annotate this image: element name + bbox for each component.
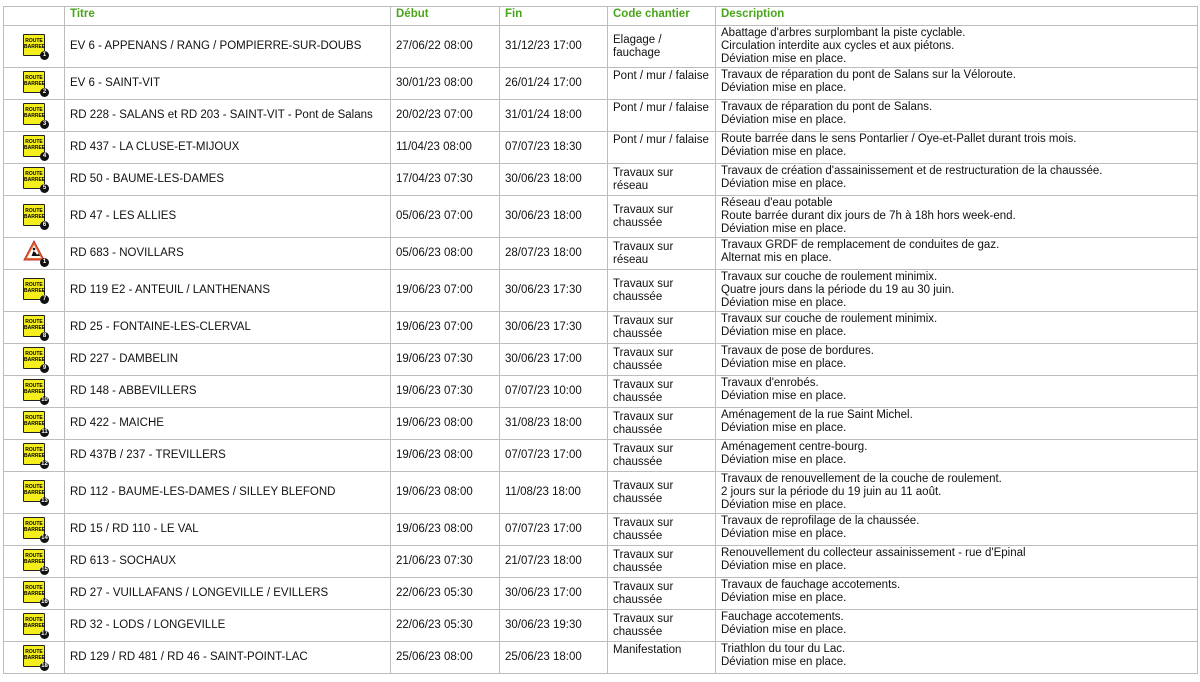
description-line: Travaux de réparation du pont de Salans sur la Véloroute. (721, 69, 1016, 81)
row-icon-cell (4, 376, 65, 408)
table-row[interactable] (4, 270, 1198, 312)
sign-text-route: ROUTE (25, 281, 43, 288)
cell-description (716, 344, 1198, 376)
sign-text-route: ROUTE (25, 350, 43, 357)
cell-debut: 21/06/23 07:30 (391, 546, 500, 578)
cell-debut: 19/06/23 08:00 (391, 514, 500, 546)
sign-text-route: ROUTE (25, 616, 43, 623)
road-closed-sign-icon[interactable] (23, 580, 48, 605)
code-chantier-line: chaussée (613, 423, 663, 436)
table-row[interactable] (4, 546, 1198, 578)
description-line: Travaux sur couche de roulement minimix. (721, 271, 938, 283)
column-header-code-chantier[interactable]: Code chantier (608, 7, 716, 26)
cell-fin: 30/06/23 17:00 (500, 344, 608, 376)
table-body (4, 26, 1198, 674)
row-icon-cell (4, 196, 65, 238)
code-chantier-line: réseau (613, 179, 649, 192)
description-line: Déviation mise en place. (721, 592, 847, 604)
cell-code-chantier (608, 196, 716, 238)
code-chantier-line: chaussée (613, 625, 663, 638)
code-chantier-line: chaussée (613, 492, 663, 505)
cell-titre: RD 437B / 237 - TREVILLERS (65, 440, 391, 472)
table-row[interactable] (4, 440, 1198, 472)
sign-number-badge: 11 (41, 428, 48, 435)
description-line: Aménagement centre-bourg. (721, 441, 868, 453)
cell-code-chantier (608, 546, 716, 578)
description-line: Quatre jours dans la période du 19 au 30 juin. (721, 284, 955, 296)
road-closed-sign-icon[interactable] (23, 410, 48, 435)
sign-number-badge: 17 (41, 630, 48, 637)
table-header-row (4, 7, 1198, 26)
description-line: Déviation mise en place. (721, 82, 847, 94)
row-icon-cell (4, 472, 65, 514)
sign-number-badge: 2 (40, 88, 49, 97)
description-line: Aménagement de la rue Saint Michel. (721, 409, 913, 421)
sign-text-barree: BARREE (24, 590, 46, 597)
cell-debut: 20/02/23 07:00 (391, 100, 500, 132)
cell-fin: 07/07/23 17:00 (500, 514, 608, 546)
description-line: Travaux de pose de bordures. (721, 345, 874, 357)
description-line: Déviation mise en place. (721, 624, 847, 636)
cell-fin: 30/06/23 17:30 (500, 312, 608, 344)
code-chantier-line: Travaux sur (613, 548, 674, 561)
code-chantier-line: chaussée (613, 391, 663, 404)
description-line: Déviation mise en place. (721, 326, 847, 338)
sign-text-route: ROUTE (25, 382, 43, 389)
sign-number-badge: 5 (40, 184, 49, 193)
row-icon-cell (4, 238, 65, 270)
cell-titre: RD 422 - MAICHE (65, 408, 391, 440)
road-closed-sign-icon[interactable] (23, 378, 48, 403)
sign-number-badge: 12 (41, 460, 48, 467)
column-header-fin[interactable]: Fin (500, 7, 608, 26)
road-closed-sign-icon[interactable] (23, 644, 48, 669)
column-header-debut[interactable]: Début (391, 7, 500, 26)
sign-text-barree: BARREE (24, 452, 46, 459)
cell-debut: 19/06/23 07:00 (391, 312, 500, 344)
road-closed-sign-icon[interactable] (23, 548, 48, 573)
road-closed-sign-icon[interactable] (23, 479, 48, 504)
description-line: Abattage d'arbres surplombant la piste cyclable. (721, 27, 966, 39)
description-line: Déviation mise en place. (721, 114, 847, 126)
code-chantier-line: Manifestation (613, 644, 682, 656)
sign-text-barree: BARREE (24, 324, 46, 331)
cell-code-chantier (608, 514, 716, 546)
table-row[interactable] (4, 196, 1198, 238)
cell-fin: 30/06/23 17:00 (500, 578, 608, 610)
cell-fin: 21/07/23 18:00 (500, 546, 608, 578)
cell-description (716, 100, 1198, 132)
cell-description (716, 578, 1198, 610)
code-chantier-line: Pont / mur / falaise (613, 102, 709, 114)
cell-debut: 19/06/23 08:00 (391, 440, 500, 472)
cell-debut: 25/06/23 08:00 (391, 642, 500, 674)
table-row[interactable] (4, 408, 1198, 440)
cell-code-chantier (608, 270, 716, 312)
cell-debut: 22/06/23 05:30 (391, 578, 500, 610)
cell-fin: 11/08/23 18:00 (500, 472, 608, 514)
table-row[interactable] (4, 642, 1198, 674)
code-chantier-line: chaussée (613, 327, 663, 340)
cell-code-chantier (608, 238, 716, 270)
cell-code-chantier (608, 642, 716, 674)
cell-code-chantier (608, 610, 716, 642)
cell-description (716, 270, 1198, 312)
sign-number-badge: 14 (41, 534, 48, 541)
cell-description (716, 408, 1198, 440)
description-line: Déviation mise en place. (721, 390, 847, 402)
row-icon-cell (4, 578, 65, 610)
cell-fin: 26/01/24 17:00 (500, 68, 608, 100)
cell-code-chantier (608, 408, 716, 440)
column-header-icon (4, 7, 65, 26)
sign-text-barree: BARREE (24, 388, 46, 395)
cell-code-chantier (608, 164, 716, 196)
sign-number-badge: 16 (41, 598, 48, 605)
table-row[interactable] (4, 100, 1198, 132)
cell-code-chantier (608, 312, 716, 344)
table-row[interactable] (4, 68, 1198, 100)
sign-text-route: ROUTE (25, 138, 43, 145)
column-header-description[interactable]: Description (716, 7, 1198, 26)
sign-number-badge: 18 (41, 662, 48, 669)
code-chantier-line: Elagage / (613, 33, 662, 46)
cell-description (716, 642, 1198, 674)
row-icon-cell (4, 514, 65, 546)
cell-titre: RD 47 - LES ALLIES (65, 196, 391, 238)
sign-number-badge: 4 (40, 152, 49, 161)
code-chantier-line: chaussée (613, 216, 663, 229)
description-line: Déviation mise en place. (721, 358, 847, 370)
sign-number-badge: 1 (40, 51, 49, 60)
code-chantier-line: chaussée (613, 455, 663, 468)
cell-titre: RD 148 - ABBEVILLERS (65, 376, 391, 408)
cell-fin: 30/06/23 17:30 (500, 270, 608, 312)
sign-number-badge: 8 (40, 332, 49, 341)
sign-text-barree: BARREE (24, 489, 46, 496)
cell-debut: 22/06/23 05:30 (391, 610, 500, 642)
sign-text-route: ROUTE (25, 106, 43, 113)
road-closed-sign-icon[interactable] (23, 70, 45, 94)
row-icon-cell (4, 100, 65, 132)
code-chantier-line: chaussée (613, 593, 663, 606)
cell-code-chantier (608, 440, 716, 472)
description-line: Route barrée durant dix jours de 7h à 18h hors week-end. (721, 210, 1016, 222)
code-chantier-line: chaussée (613, 359, 663, 372)
sign-text-route: ROUTE (25, 552, 43, 559)
sign-text-barree: BARREE (24, 43, 46, 50)
cell-titre: RD 228 - SALANS et RD 203 - SAINT-VIT - Pont de Salans (65, 100, 391, 132)
sign-text-route: ROUTE (25, 318, 43, 325)
cell-titre: EV 6 - APPENANS / RANG / POMPIERRE-SUR-DOUBS (65, 26, 391, 68)
description-line: Route barrée dans le sens Pontarlier / Oye-et-Pallet durant trois mois. (721, 133, 1077, 145)
cell-debut: 11/04/23 08:00 (391, 132, 500, 164)
row-icon-cell (4, 68, 65, 100)
cell-description (716, 132, 1198, 164)
cell-debut: 27/06/22 08:00 (391, 26, 500, 68)
cell-debut: 05/06/23 07:00 (391, 196, 500, 238)
row-icon-cell (4, 164, 65, 196)
cell-debut: 30/01/23 08:00 (391, 68, 500, 100)
table-row[interactable] (4, 578, 1198, 610)
cell-debut: 17/04/23 07:30 (391, 164, 500, 196)
cell-description (716, 440, 1198, 472)
description-line: Fauchage accotements. (721, 611, 844, 623)
sign-text-barree: BARREE (24, 213, 46, 220)
description-line: Travaux GRDF de remplacement de conduites de gaz. (721, 239, 1000, 251)
code-chantier-line: chaussée (613, 529, 663, 542)
cell-debut: 19/06/23 08:00 (391, 472, 500, 514)
row-icon-cell (4, 642, 65, 674)
description-line: Travaux de création d'assainissement et de restructuration de la chaussée. (721, 165, 1103, 177)
code-chantier-line: Travaux sur (613, 612, 674, 625)
cell-code-chantier (608, 68, 716, 100)
code-chantier-line: Travaux sur (613, 346, 674, 359)
table-row[interactable] (4, 132, 1198, 164)
sign-number-badge: 3 (40, 120, 49, 129)
cell-titre: RD 25 - FONTAINE-LES-CLERVAL (65, 312, 391, 344)
description-line: Déviation mise en place. (721, 656, 847, 668)
code-chantier-line: chaussée (613, 290, 663, 303)
code-chantier-line: Pont / mur / falaise (613, 70, 709, 82)
code-chantier-line: chaussée (613, 561, 663, 574)
sign-text-barree: BARREE (24, 144, 46, 151)
code-chantier-line: Travaux sur (613, 240, 674, 253)
description-line: Réseau d'eau potable (721, 197, 833, 209)
cell-titre: RD 613 - SOCHAUX (65, 546, 391, 578)
cell-description (716, 68, 1198, 100)
cell-fin: 28/07/23 18:00 (500, 238, 608, 270)
sign-text-barree: BARREE (24, 654, 46, 661)
road-closed-sign-icon[interactable] (23, 277, 45, 301)
code-chantier-line: Travaux sur (613, 516, 674, 529)
roadworks-sign-icon[interactable] (23, 240, 45, 264)
cell-fin: 31/01/24 18:00 (500, 100, 608, 132)
table-row[interactable] (4, 514, 1198, 546)
road-closed-sign-icon[interactable] (23, 166, 45, 190)
road-closed-sign-icon[interactable] (23, 33, 45, 57)
cell-titre: RD 683 - NOVILLARS (65, 238, 391, 270)
sign-text-barree: BARREE (24, 176, 46, 183)
description-line: Renouvellement du collecteur assainissement - rue d'Epinal (721, 547, 1026, 559)
sign-text-barree: BARREE (24, 112, 46, 119)
table-row[interactable] (4, 472, 1198, 514)
table-row[interactable] (4, 238, 1198, 270)
cell-code-chantier (608, 26, 716, 68)
sign-text-route: ROUTE (25, 414, 43, 421)
description-line: Déviation mise en place. (721, 297, 847, 309)
sign-text-route: ROUTE (25, 446, 43, 453)
road-closed-sign-icon[interactable] (23, 314, 45, 338)
code-chantier-line: Pont / mur / falaise (613, 134, 709, 146)
cell-description (716, 312, 1198, 344)
cell-description (716, 26, 1198, 68)
cell-titre: RD 50 - BAUME-LES-DAMES (65, 164, 391, 196)
description-line: Triathlon du tour du Lac. (721, 643, 846, 655)
sign-text-barree: BARREE (24, 80, 46, 87)
cell-titre: RD 437 - LA CLUSE-ET-MIJOUX (65, 132, 391, 164)
cell-debut: 19/06/23 07:30 (391, 376, 500, 408)
sign-text-route: ROUTE (25, 170, 43, 177)
sign-text-route: ROUTE (25, 74, 43, 81)
description-line: Travaux de fauchage accotements. (721, 579, 901, 591)
table-row[interactable] (4, 344, 1198, 376)
cell-code-chantier (608, 100, 716, 132)
description-line: Déviation mise en place. (721, 53, 847, 65)
code-chantier-line: Travaux sur (613, 314, 674, 327)
description-line: Déviation mise en place. (721, 454, 847, 466)
cell-description (716, 514, 1198, 546)
sign-text-barree: BARREE (24, 287, 46, 294)
road-closed-sign-icon[interactable] (23, 203, 45, 227)
road-closed-sign-icon[interactable] (23, 442, 48, 467)
cell-titre: RD 32 - LODS / LONGEVILLE (65, 610, 391, 642)
roadworks-table (3, 6, 1198, 674)
cell-code-chantier (608, 132, 716, 164)
row-icon-cell (4, 344, 65, 376)
table-row[interactable] (4, 26, 1198, 68)
sign-text-route: ROUTE (25, 584, 43, 591)
code-chantier-line: réseau (613, 253, 649, 266)
table-row[interactable] (4, 164, 1198, 196)
cell-code-chantier (608, 472, 716, 514)
sign-number-badge: 13 (41, 497, 48, 504)
sign-text-barree: BARREE (24, 622, 46, 629)
table-row[interactable] (4, 610, 1198, 642)
sign-text-route: ROUTE (25, 483, 43, 490)
row-icon-cell (4, 26, 65, 68)
cell-description (716, 164, 1198, 196)
code-chantier-line: Travaux sur (613, 410, 674, 423)
row-icon-cell (4, 546, 65, 578)
cell-description (716, 472, 1198, 514)
roadworks-table-container (3, 6, 1197, 674)
cell-code-chantier (608, 578, 716, 610)
code-chantier-line: Travaux sur (613, 203, 674, 216)
description-line: Déviation mise en place. (721, 178, 847, 190)
cell-titre: RD 27 - VUILLAFANS / LONGEVILLE / EVILLERS (65, 578, 391, 610)
road-closed-sign-icon[interactable] (23, 134, 45, 158)
description-line: Alternat mis en place. (721, 252, 832, 264)
road-closed-sign-icon[interactable] (23, 516, 48, 541)
cell-titre: RD 112 - BAUME-LES-DAMES / SILLEY BLEFOND (65, 472, 391, 514)
road-closed-sign-icon[interactable] (23, 102, 45, 126)
description-line: Déviation mise en place. (721, 528, 847, 540)
description-line: Travaux de réparation du pont de Salans. (721, 101, 933, 113)
sign-number-badge: 9 (40, 364, 49, 373)
description-line: Travaux de reprofilage de la chaussée. (721, 515, 920, 527)
code-chantier-line: Travaux sur (613, 378, 674, 391)
cell-titre: RD 15 / RD 110 - LE VAL (65, 514, 391, 546)
cell-debut: 19/06/23 08:00 (391, 408, 500, 440)
description-line: Déviation mise en place. (721, 146, 847, 158)
sign-text-barree: BARREE (24, 526, 46, 533)
row-icon-cell (4, 132, 65, 164)
cell-description (716, 546, 1198, 578)
row-icon-cell (4, 440, 65, 472)
description-line: Travaux de renouvellement de la couche de roulement. (721, 473, 1002, 485)
cell-code-chantier (608, 376, 716, 408)
cell-fin: 30/06/23 18:00 (500, 196, 608, 238)
sign-number-badge: 15 (41, 566, 48, 573)
column-header-titre[interactable]: Titre (65, 7, 391, 26)
cell-fin: 31/08/23 18:00 (500, 408, 608, 440)
row-icon-cell (4, 408, 65, 440)
code-chantier-line: fauchage (613, 46, 661, 59)
description-line: Déviation mise en place. (721, 560, 847, 572)
cell-fin: 30/06/23 18:00 (500, 164, 608, 196)
sign-text-route: ROUTE (25, 207, 43, 214)
cell-fin: 31/12/23 17:00 (500, 26, 608, 68)
description-line: Circulation interdite aux cycles et aux piétons. (721, 40, 955, 52)
cell-fin: 25/06/23 18:00 (500, 642, 608, 674)
row-icon-cell (4, 610, 65, 642)
code-chantier-line: Travaux sur (613, 479, 674, 492)
description-line: 2 jours sur la période du 19 juin au 11 août. (721, 486, 942, 498)
road-closed-sign-icon[interactable] (23, 612, 48, 637)
cell-fin: 07/07/23 17:00 (500, 440, 608, 472)
code-chantier-line: Travaux sur (613, 277, 674, 290)
cell-description (716, 238, 1198, 270)
description-line: Déviation mise en place. (721, 422, 847, 434)
description-line: Déviation mise en place. (721, 499, 847, 511)
cell-fin: 07/07/23 18:30 (500, 132, 608, 164)
cell-titre: RD 129 / RD 481 / RD 46 - SAINT-POINT-LAC (65, 642, 391, 674)
sign-number-badge: 6 (40, 221, 49, 230)
road-closed-sign-icon[interactable] (23, 346, 45, 370)
description-line: Travaux sur couche de roulement minimix. (721, 313, 938, 325)
sign-text-route: ROUTE (25, 520, 43, 527)
cell-titre: RD 119 E2 - ANTEUIL / LANTHENANS (65, 270, 391, 312)
cell-titre: RD 227 - DAMBELIN (65, 344, 391, 376)
cell-fin: 07/07/23 10:00 (500, 376, 608, 408)
cell-titre: EV 6 - SAINT-VIT (65, 68, 391, 100)
cell-fin: 30/06/23 19:30 (500, 610, 608, 642)
description-line: Travaux d'enrobés. (721, 377, 819, 389)
sign-text-barree: BARREE (24, 420, 46, 427)
sign-number-badge: 1 (40, 258, 49, 267)
sign-text-route: ROUTE (25, 648, 43, 655)
table-row[interactable] (4, 376, 1198, 408)
cell-code-chantier (608, 344, 716, 376)
cell-debut: 19/06/23 07:00 (391, 270, 500, 312)
cell-debut: 05/06/23 08:00 (391, 238, 500, 270)
description-line: Déviation mise en place. (721, 223, 847, 235)
sign-text-barree: BARREE (24, 558, 46, 565)
row-icon-cell (4, 270, 65, 312)
cell-debut: 19/06/23 07:30 (391, 344, 500, 376)
cell-description (716, 196, 1198, 238)
sign-number-badge: 10 (41, 396, 48, 403)
code-chantier-line: Travaux sur (613, 442, 674, 455)
cell-description (716, 376, 1198, 408)
sign-text-route: ROUTE (25, 37, 43, 44)
code-chantier-line: Travaux sur (613, 166, 674, 179)
row-icon-cell (4, 312, 65, 344)
table-row[interactable] (4, 312, 1198, 344)
sign-number-badge: 7 (40, 295, 49, 304)
sign-text-barree: BARREE (24, 356, 46, 363)
code-chantier-line: Travaux sur (613, 580, 674, 593)
cell-description (716, 610, 1198, 642)
